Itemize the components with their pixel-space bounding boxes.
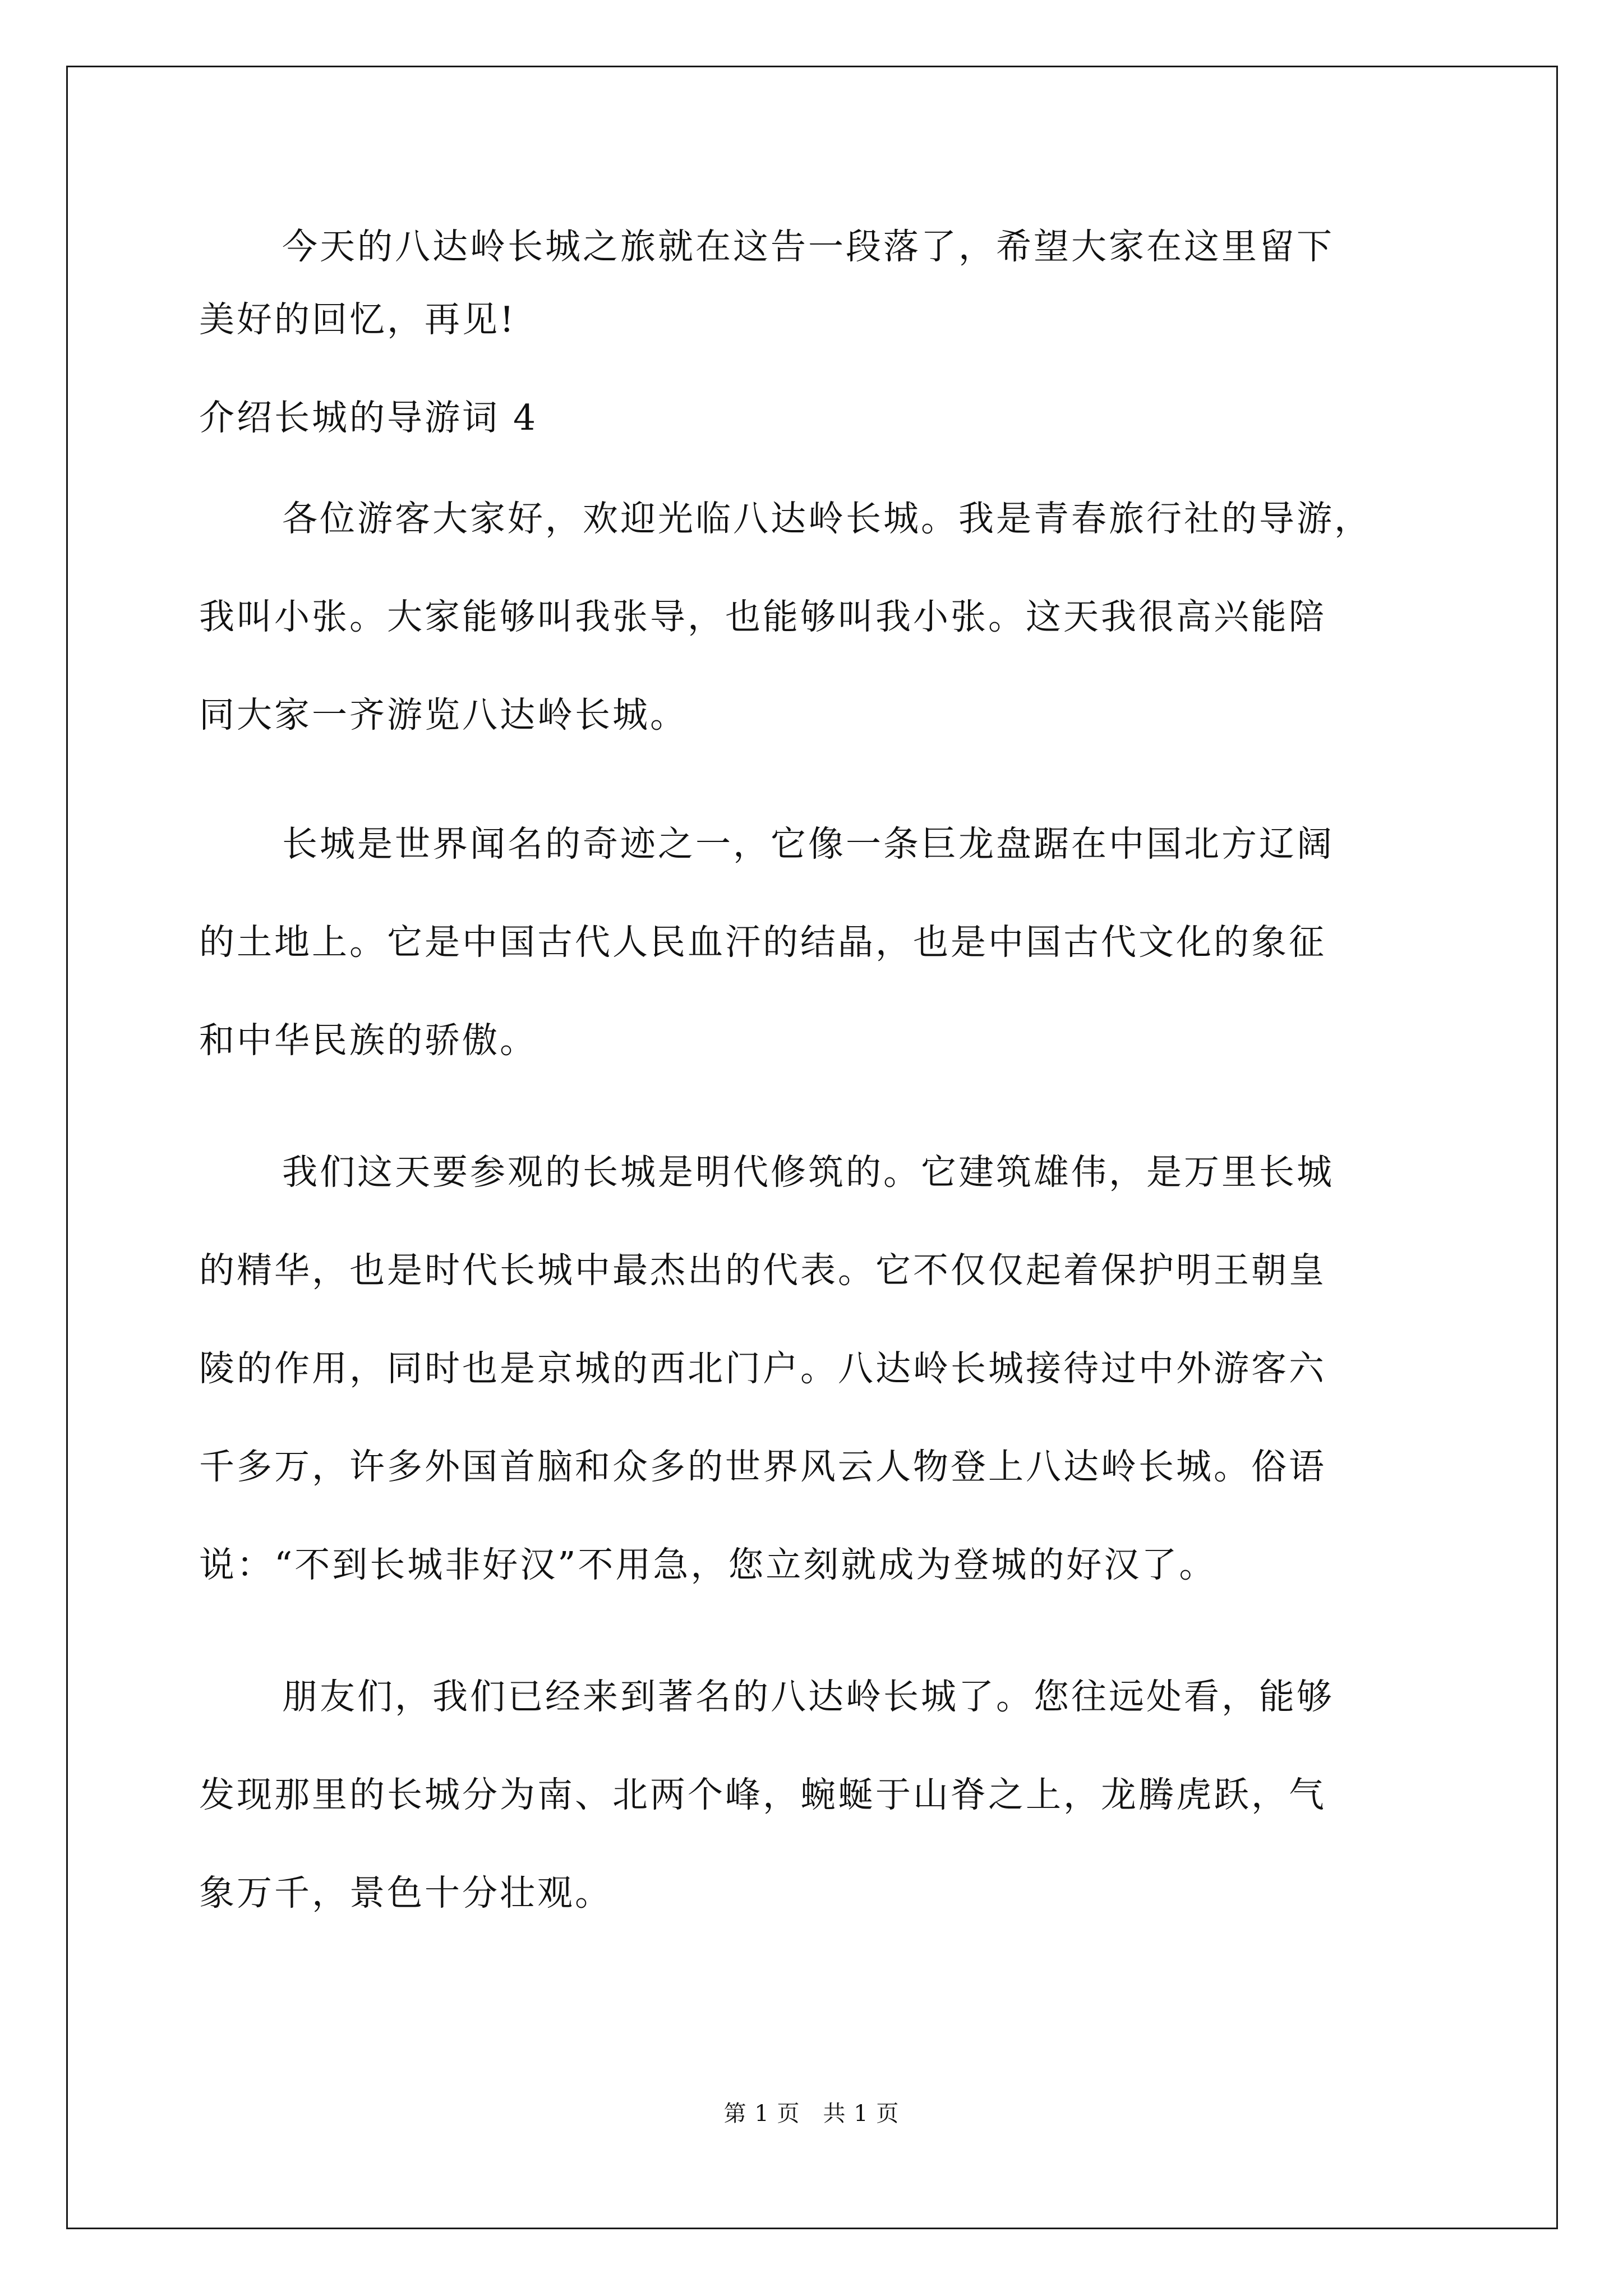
paragraph-line: 说：“不到长城非好汉”不用急，您立刻就成为登城的好汉了。 xyxy=(199,1544,1217,1585)
section-heading: 介绍长城的导游词 4 xyxy=(199,397,538,438)
page-number-footer: 第 1 页 共 1 页 xyxy=(723,2101,900,2127)
paragraph-line: 美好的回忆，再见! xyxy=(199,299,517,340)
paragraph-line: 千多万，许多外国首脑和众多的世界风云人物登上八达岭长城。俗语 xyxy=(199,1446,1326,1487)
paragraph-line: 的土地上。它是中国古代人民血汗的结晶，也是中国古代文化的象征 xyxy=(199,922,1326,963)
paragraph-line: 陵的作用，同时也是京城的西北门户。八达岭长城接待过中外游客六 xyxy=(199,1348,1326,1389)
paragraph-line: 我们这天要参观的长城是明代修筑的。它建筑雄伟，是万里长城 xyxy=(282,1152,1334,1193)
paragraph-line: 今天的八达岭长城之旅就在这告一段落了，希望大家在这里留下 xyxy=(282,226,1334,267)
paragraph-line: 的精华，也是时代长城中最杰出的代表。它不仅仅起着保护明王朝皇 xyxy=(199,1250,1326,1291)
paragraph-line: 和中华民族的骄傲。 xyxy=(199,1020,537,1061)
paragraph-line: 长城是世界闻名的奇迹之一，它像一条巨龙盘踞在中国北方辽阔 xyxy=(282,823,1334,864)
paragraph-line: 发现那里的长城分为南、北两个峰，蜿蜒于山脊之上，龙腾虎跃，气 xyxy=(199,1774,1326,1815)
paragraph-line: 我叫小张。大家能够叫我张导，也能够叫我小张。这天我很高兴能陪 xyxy=(199,596,1326,637)
paragraph-line: 象万千，景色十分壮观。 xyxy=(199,1872,612,1913)
paragraph-line: 各位游客大家好，欢迎光临八达岭长城。我是青春旅行社的导游， xyxy=(282,498,1372,539)
paragraph-line: 同大家一齐游览八达岭长城。 xyxy=(199,694,688,735)
paragraph-line: 朋友们，我们已经来到著名的八达岭长城了。您往远处看，能够 xyxy=(282,1676,1334,1717)
